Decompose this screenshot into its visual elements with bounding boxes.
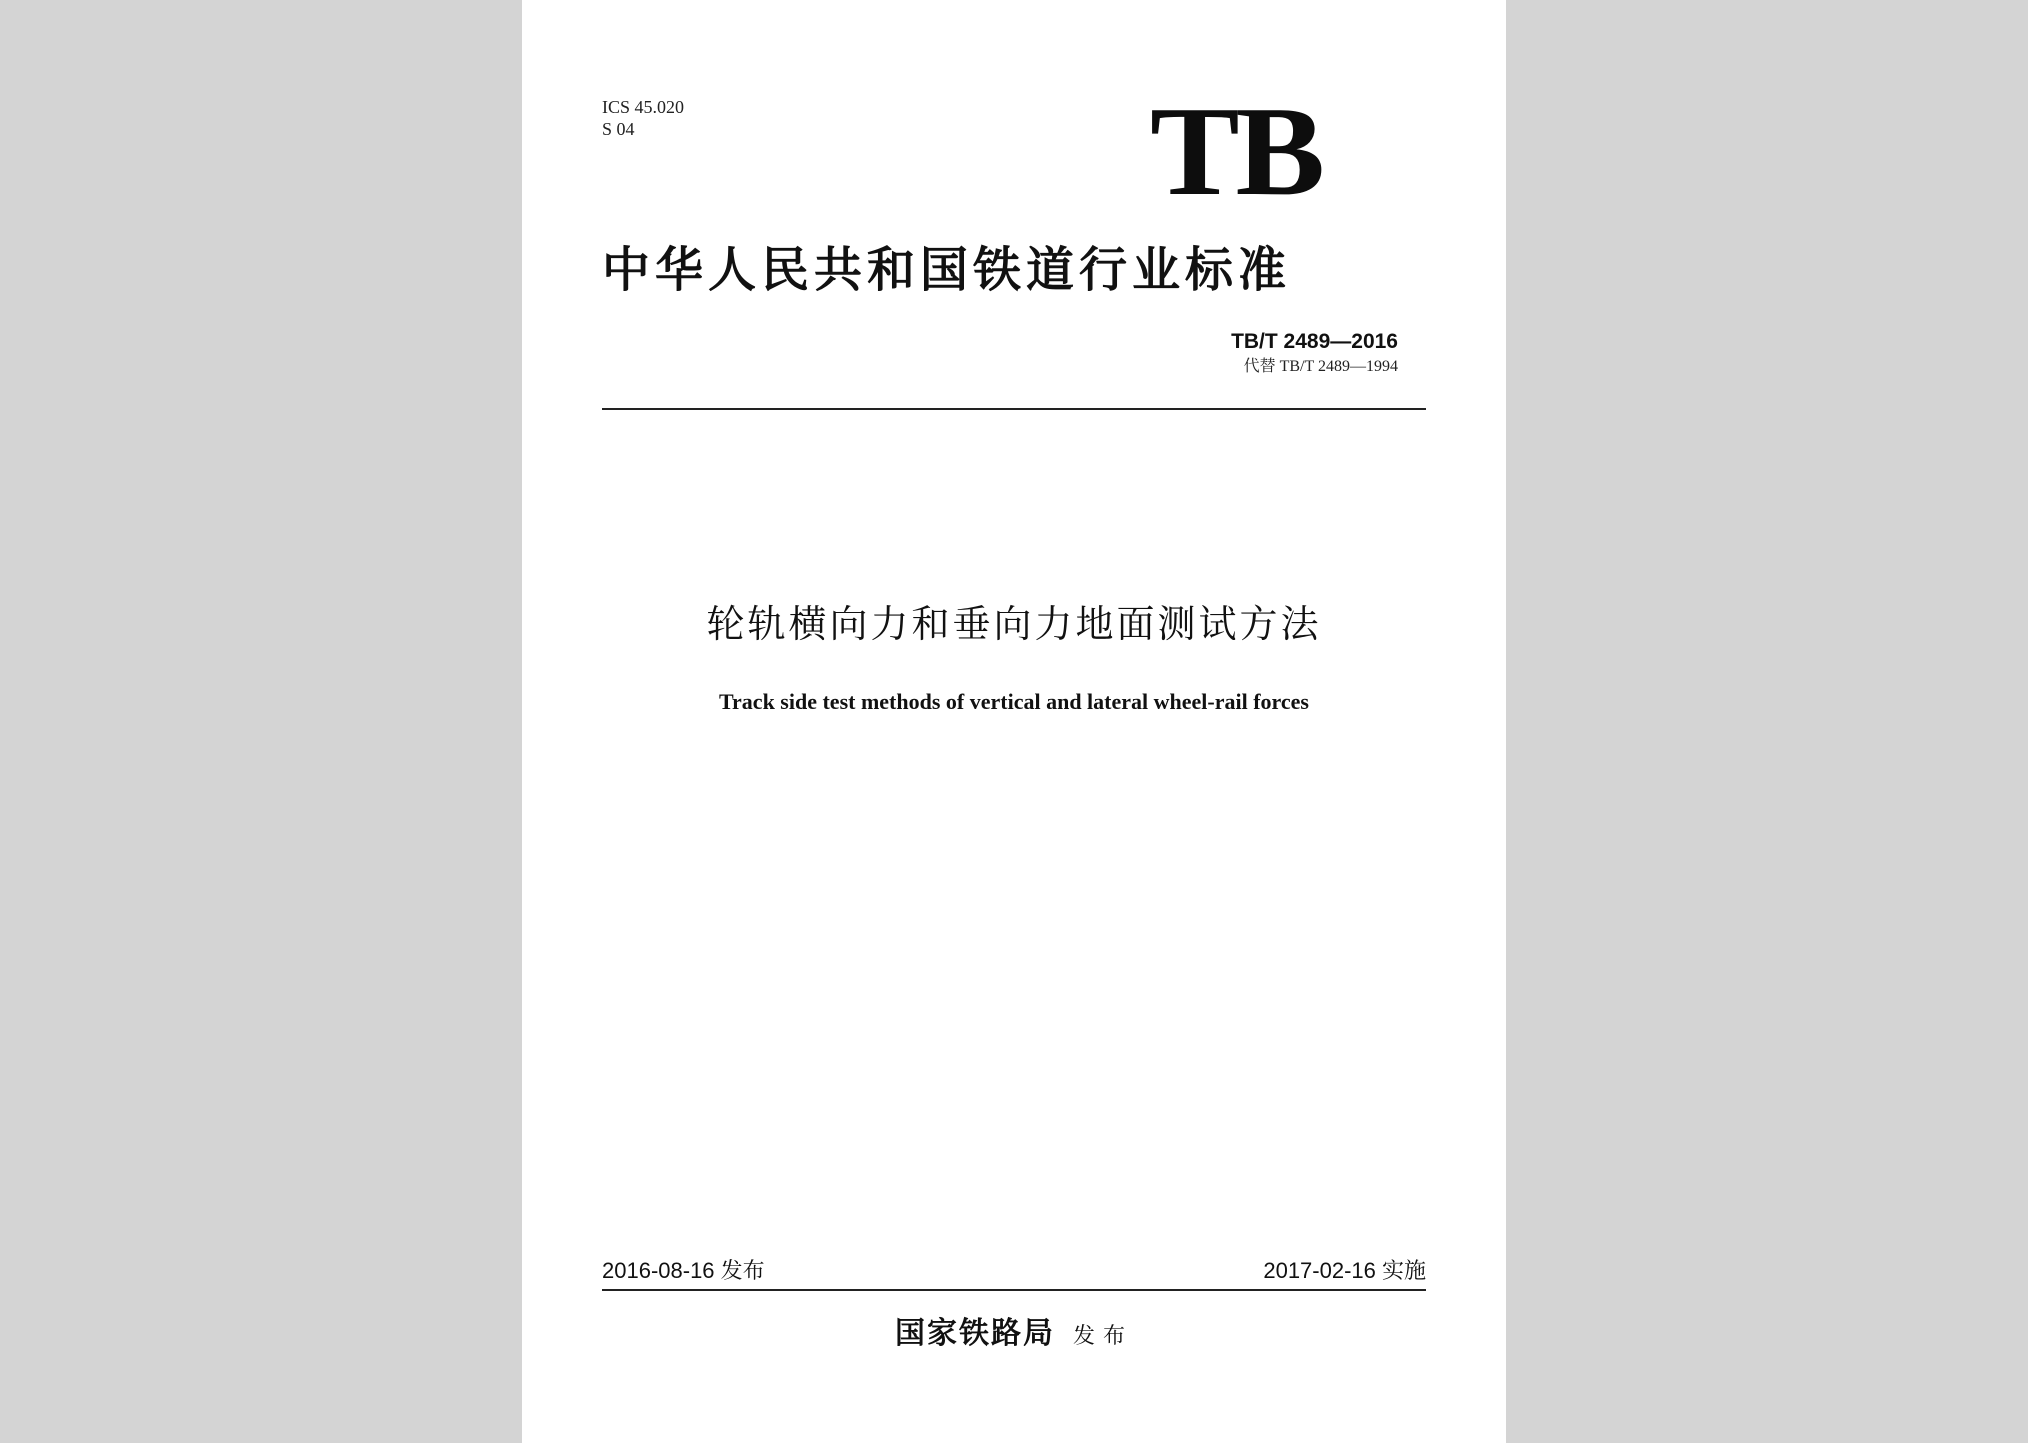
publisher-action: 发布 (1072, 1324, 1133, 1349)
ics-code: ICS 45.020 (602, 97, 685, 117)
issue-date: 2016-08-16 发布 (602, 1258, 765, 1283)
category-code: S 04 (602, 119, 635, 139)
document-title-en: Track side test methods of vertical and lateral wheel-rail forces (719, 689, 1309, 714)
document-title-zh: 轮轨横向力和垂向力地面测试方法 (706, 602, 1322, 646)
document-page (522, 0, 1506, 1443)
footer-divider (602, 1289, 1426, 1291)
standard-number: TB/T 2489—2016 (1231, 330, 1398, 353)
replaces-standard: 代替 TB/T 2489—1994 (1243, 358, 1398, 375)
classification-codes (602, 96, 684, 140)
publisher-name: 国家铁路局 (894, 1316, 1055, 1351)
publisher-line (522, 1316, 1506, 1355)
tb-logo: TB (1150, 80, 1321, 222)
implementation-date: 2017-02-16 实施 (1263, 1258, 1426, 1283)
header-divider (602, 408, 1426, 410)
standard-title: 中华人民共和国铁道行业标准 (602, 242, 1292, 298)
